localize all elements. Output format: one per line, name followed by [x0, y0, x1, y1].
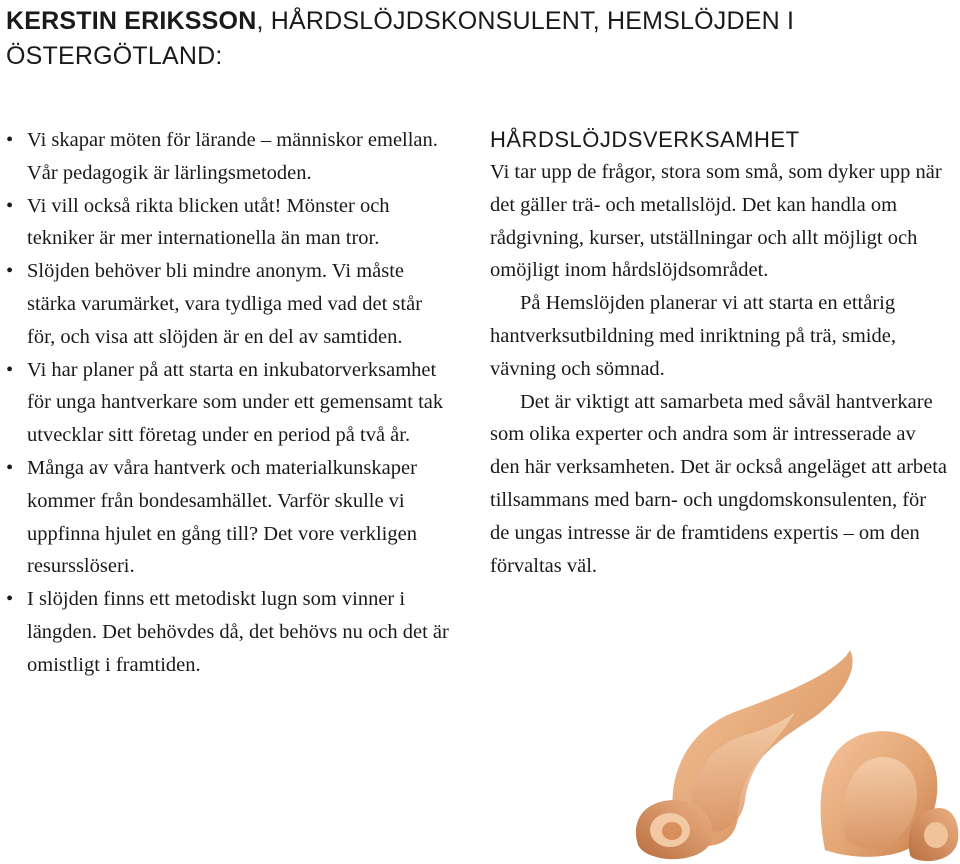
paragraph: Vi tar upp de frågor, stora som små, som dyker upp när det gäller trä- och metallslöjd. Det kan handla om rådgivning, kurser, utställningar och allt möjligt och omöjligt inom hårdslöjdsområdet.	[490, 161, 942, 282]
list-item-text: Slöjden behöver bli mindre anonym. Vi måste stärka varumärket, vara tydliga med vad det står för, och visa att slöjden är en del av samtiden.	[27, 260, 423, 348]
bullet-list	[6, 124, 454, 682]
bullet-icon: •	[6, 260, 14, 283]
section-title: HÅRDSLÖJDSVERKSAMHET	[490, 127, 800, 152]
list-item-text: I slöjden finns ett metodiskt lugn som vinner i längden. Det behövdes då, det behövs nu och det är omistligt i framtiden.	[27, 588, 449, 676]
bullet-icon: •	[6, 194, 14, 217]
list-item	[6, 190, 454, 256]
text-column	[490, 124, 950, 582]
bullet-icon: •	[6, 456, 14, 479]
list-item	[6, 124, 454, 190]
list-item	[6, 583, 454, 681]
bullet-icon: •	[6, 588, 14, 611]
paragraph: På Hemslöjden planerar vi att starta en ettårig hantverksutbildning med inriktning på trä, smide, vävning och sömnad.	[490, 292, 896, 380]
bullet-icon: •	[6, 358, 14, 381]
page-heading	[6, 4, 906, 74]
heading-role: , HÅRDSLÖJDSKONSULENT, HEMSLÖJDEN I ÖSTERGÖTLAND:	[6, 7, 795, 70]
list-item-text: Många av våra hantverk och materialkunskaper kommer från bondesamhället. Varför skulle vi uppfinna hjulet en gång till? Det vore verkligen resursslöseri.	[27, 456, 417, 578]
paragraph: Det är viktigt att samarbeta med såväl hantverkare som olika experter och andra som är intresserade av den här verksamheten. Det är också angeläget att arbeta tillsammans med barn- och ungdomskonsulenten, för de ungas intresse är de framtidens expertis – om den förvaltas väl.	[490, 390, 948, 577]
bullet-icon: •	[6, 129, 14, 151]
wood-shavings-image	[620, 640, 960, 864]
list-item-text: Vi har planer på att starta en inkubatorverksamhet för unga hantverkare som under ett gemensamt tak utvecklar sitt företag under en period på två år.	[27, 358, 444, 447]
list-item	[6, 354, 454, 452]
list-item-text: Vi vill också rikta blicken utåt! Mönster och tekniker är mer internationella än man tror.	[27, 194, 390, 250]
bullet-column	[6, 124, 454, 682]
list-item	[6, 255, 454, 353]
list-item	[6, 452, 454, 583]
heading-name: KERSTIN ERIKSSON	[6, 7, 257, 35]
list-item-text: Vi skapar möten för lärande – människor emellan. Vår pedagogik är lärlingsmetoden.	[27, 129, 438, 184]
